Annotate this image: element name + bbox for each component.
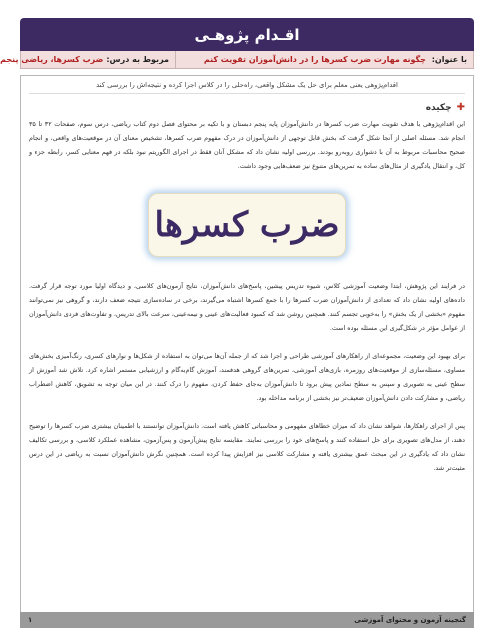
banner-wrap [29, 193, 465, 257]
subject-title-value: چگونه مهارت ضرب کسرها را در دانش‌آموزان تقویت کنم [203, 55, 426, 64]
page-footer [20, 612, 474, 628]
subject-course [0, 51, 176, 68]
page-title: اقـدام پژوهـی [194, 25, 300, 44]
topic-banner-text: ضرب کسرها [154, 205, 340, 245]
body-paragraph-3: پس از اجرای راهکارها، شواهد نشان داد که میزان خطاهای مفهومی و محاسباتی کاهش یافته است. دانش‌آموزان توانستند با اطمینان بیشتری ضرب کسرها را توضیح دهند، از مدل‌های تصویری برای حل استفاده کنند و پاسخ‌های خود را بررسی نمایند. مقایسه نتایج پیش‌آزمون و پس‌آزمون، مشاهده عملکرد کلاسی، و بررسی تکالیف نشان داد که یادگیری در این مبحث عمق بیشتری یافته و مشارکت کلاسی نیز افزایش پیدا کرده است. همچنین نگرش دانش‌آموزان نسبت به ریاضی در این درس مثبت‌تر شد. [29, 422, 465, 472]
page-number: ۱ [28, 616, 33, 624]
footer-publisher: گنجینه آزمون و محتوای آموزشی [354, 616, 466, 624]
subject-bar [0, 51, 474, 69]
subject-course-label: مربوط به درس: [106, 55, 169, 64]
abstract-heading [29, 102, 465, 113]
abstract-heading-label: چکیده [425, 102, 452, 113]
content-box [20, 75, 474, 618]
body-paragraph-1: در فرایند این پژوهش، ابتدا وضعیت آموزشی کلاس، شیوه تدریس پیشین، پاسخ‌های دانش‌آموزان، نتایج آزمون‌های کلاسی، و دیدگاه اولیا مورد توجه قرار گرفت. داده‌های اولیه نشان داد که تعدادی از دانش‌آموزان ضرب کسرها را با جمع کسرها اشتباه می‌گیرند، برخی در ساده‌سازی نتیجه ضعف دارند، و گروهی نیز نمی‌توانند مفهوم «بخشی از یک بخش» را به‌خوبی تجسم کنند. همچنین روشن شد که کمبود فعالیت‌های عینی و نیمه‌عینی، سرعت بالای تدریس، و تفاوت‌های فردی دانش‌آموزان از عوامل مؤثر در شکل‌گیری این مسئله بوده است. [29, 282, 465, 332]
intro-text: اقدام‌پژوهی یعنی معلم برای حل یک مشکل واقعی، راه‌حلی را در کلاس اجرا کرده و نتیجه‌اش را بررسی کند [29, 76, 465, 94]
subject-course-value: ضرب کسرها، ریاضی پنجم [0, 55, 104, 64]
body-paragraph-2: برای بهبود این وضعیت، مجموعه‌ای از راهکارهای آموزشی طراحی و اجرا شد که از جمله آن‌ها می‌توان به استفاده از شکل‌ها و نوارهای کسری، رنگ‌آمیزی بخش‌های مساوی، مسئله‌سازی از موقعیت‌های روزمره، بازی‌های آموزشی، تمرین‌های گروهی هدفمند، آموزش گام‌به‌گام و ارزشیابی مستمر اشاره کرد. تلاش شد آموزش از سطح عینی به تصویری و سپس به سطح نمادین پیش برود تا دانش‌آموزان به‌جای حفظ کردن، مفهوم را درک کنند. در این میان توجه به تشویق، کاهش اضطراب ریاضی، و مشارکت دادن دانش‌آموزان ضعیف‌تر نیز بخشی از برنامه مداخله بود. [29, 352, 465, 402]
subject-title-label: با عنوان: [431, 55, 467, 64]
subject-title [176, 55, 473, 64]
pin-icon: ✚ [456, 102, 465, 113]
topic-banner [148, 193, 346, 257]
abstract-paragraph: این اقدام‌پژوهی با هدف تقویت مهارت ضرب کسرها در دانش‌آموزان پایه پنجم دبستان و با تکیه بر محتوای فصل دوم کتاب ریاضی، درس سوم، صفحات ۳۲ تا ۳۵ انجام شد. مسئله اصلی از آنجا شکل گرفت که بخش قابل توجهی از دانش‌آموزان در درک مفهوم ضرب کسرها، تشخیص معنای آن در موقعیت‌های واقعی، و انجام صحیح محاسبات مربوط به آن با دشواری روبه‌رو بودند. بررسی اولیه نشان داد که مشکل آنان فقط در اجرای الگوریتم نبود بلکه در فهم معنایی کسر، رابطه جزء و کل، و انتقال یادگیری از مثال‌های ساده به تمرین‌های متنوع نیز ضعف‌هایی وجود داشت. [29, 120, 465, 170]
title-bar [20, 18, 474, 51]
